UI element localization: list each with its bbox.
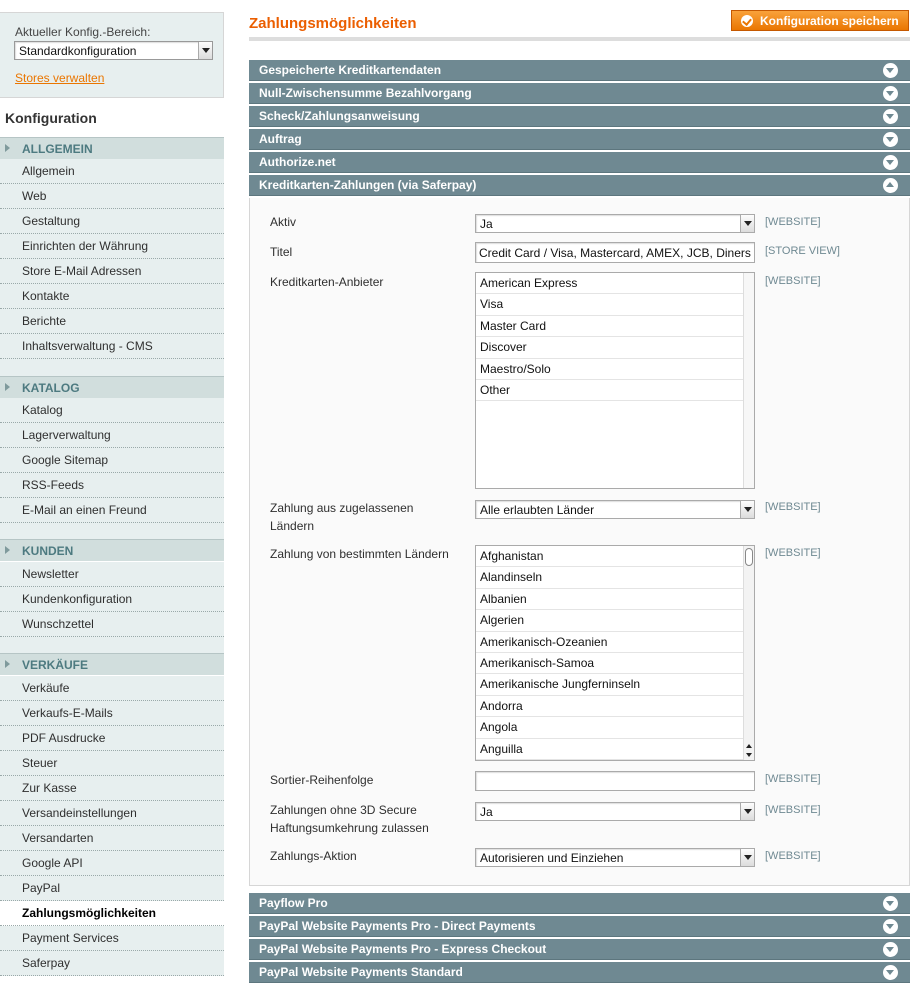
nav-spacer: [0, 359, 224, 376]
sidebar-item-label: Newsletter: [22, 567, 79, 581]
sidebar-item-label: Web: [22, 189, 47, 203]
sidebar-item[interactable]: [0, 334, 224, 359]
zugelassen-select-value: Alle erlaubten Länder: [480, 503, 595, 517]
secure-select[interactable]: [475, 802, 755, 821]
scroll-down-icon[interactable]: [746, 753, 752, 757]
sidebar-item-label: Versandarten: [22, 831, 94, 845]
expand-icon[interactable]: [883, 896, 898, 911]
option-label: Alandinseln: [480, 570, 543, 585]
sidebar-item[interactable]: [0, 398, 224, 423]
list-item[interactable]: [476, 632, 743, 653]
list-item[interactable]: [476, 653, 743, 674]
chevron-down-icon: [740, 501, 754, 518]
sidebar-item[interactable]: [0, 926, 224, 951]
nav-section-label: VERKÄUFE: [22, 658, 89, 672]
section-label: Gespeicherte Kreditkartendaten: [259, 63, 442, 77]
sidebar-item-label: Katalog: [22, 403, 63, 417]
scrollbar-thumb[interactable]: [745, 548, 753, 566]
list-item[interactable]: [476, 359, 743, 380]
sidebar-item-label: E-Mail an einen Freund: [22, 503, 147, 517]
list-item[interactable]: [476, 546, 743, 567]
sidebar: [0, 0, 224, 984]
sidebar-item[interactable]: [0, 284, 224, 309]
option-label: Discover: [480, 340, 527, 355]
section-zero-subtotal[interactable]: [249, 83, 910, 104]
expand-icon[interactable]: [883, 965, 898, 980]
sidebar-item-label: PayPal: [22, 881, 61, 895]
expand-icon[interactable]: [883, 919, 898, 934]
zugelassen-label: Zahlung aus zugelassenen Ländern: [270, 501, 414, 533]
secure-select-value: Ja: [480, 805, 493, 819]
section-label: Authorize.net: [259, 155, 336, 169]
bestimmte-scope: [WEBSITE]: [765, 547, 821, 559]
sortier-scope: [WEBSITE]: [765, 773, 821, 785]
section-purchaseorder[interactable]: [249, 129, 910, 150]
option-label: Amerikanisch-Ozeanien: [480, 634, 608, 649]
option-label: Amerikanisch-Samoa: [480, 655, 595, 670]
option-label: Maestro/Solo: [480, 361, 551, 376]
sidebar-item[interactable]: [0, 776, 224, 801]
section-authorizenet[interactable]: [249, 152, 910, 173]
secure-label: Zahlungen ohne 3D Secure Haftungsumkehrung zulassen: [270, 803, 429, 835]
section-paypal-express[interactable]: [249, 939, 910, 960]
aktiv-select-value: Ja: [480, 217, 493, 231]
sidebar-item[interactable]: [0, 851, 224, 876]
sidebar-item-label: Google API: [22, 856, 83, 870]
scope-select-value: Standardkonfiguration: [19, 44, 137, 58]
chevron-down-icon: [740, 215, 754, 232]
sidebar-item[interactable]: [0, 826, 224, 851]
secure-scope: [WEBSITE]: [765, 804, 821, 816]
sidebar-item[interactable]: [0, 473, 224, 498]
scrollbar[interactable]: [743, 546, 754, 760]
sidebar-item[interactable]: [0, 259, 224, 284]
sidebar-item-label: RSS-Feeds: [22, 478, 85, 492]
option-label: Angola: [480, 720, 518, 735]
section-label: Auftrag: [259, 132, 302, 146]
bestimmte-label: Zahlung von bestimmten Ländern: [270, 547, 449, 561]
sidebar-title: [0, 98, 224, 136]
stores-manage-link[interactable]: Stores verwalten: [15, 71, 105, 85]
triangle-right-icon: [5, 144, 10, 152]
sidebar-item[interactable]: [0, 951, 224, 976]
list-item[interactable]: [476, 337, 743, 358]
page-title: Zahlungsmöglichkeiten: [249, 15, 417, 32]
sortier-input[interactable]: [475, 771, 755, 791]
sidebar-item[interactable]: [0, 751, 224, 776]
aktion-select-value: Autorisieren und Einziehen: [480, 851, 624, 865]
sidebar-item[interactable]: [0, 423, 224, 448]
sidebar-item[interactable]: [0, 901, 224, 926]
sidebar-item[interactable]: [0, 209, 224, 234]
chevron-down-icon: [740, 803, 754, 820]
section-label: Payflow Pro: [259, 896, 328, 910]
sidebar-item-label: Allgemein: [22, 164, 75, 178]
list-item[interactable]: [476, 717, 743, 738]
section-label: Scheck/Zahlungsanweisung: [259, 109, 420, 123]
sidebar-item-label: Verkaufs-E-Mails: [22, 706, 113, 720]
anbieter-label: Kreditkarten-Anbieter: [270, 275, 384, 289]
sidebar-item[interactable]: [0, 562, 224, 587]
triangle-right-icon: [5, 383, 10, 391]
sidebar-item-label: Einrichten der Währung: [22, 239, 149, 253]
sidebar-item[interactable]: [0, 612, 224, 637]
aktiv-select[interactable]: [475, 214, 755, 233]
nav-section-kunden[interactable]: [0, 539, 224, 561]
collapse-icon[interactable]: [883, 178, 898, 193]
sidebar-item-label: Verkäufe: [22, 681, 70, 695]
bestimmte-multiselect[interactable]: [475, 545, 755, 761]
anbieter-multiselect[interactable]: [475, 272, 755, 489]
sidebar-item[interactable]: [0, 801, 224, 826]
sidebar-item-label: Berichte: [22, 314, 67, 328]
titel-label: Titel: [270, 245, 293, 259]
check-icon: [741, 15, 753, 27]
section-label: Null-Zwischensumme Bezahlvorgang: [259, 86, 472, 100]
chevron-down-icon: [740, 849, 754, 866]
list-item[interactable]: [476, 610, 743, 631]
sortier-label: Sortier-Reihenfolge: [270, 773, 374, 787]
section-saferpay-cc[interactable]: [249, 175, 910, 196]
sidebar-item-label: Gestaltung: [22, 214, 81, 228]
triangle-right-icon: [5, 546, 10, 554]
sidebar-item[interactable]: [0, 498, 224, 523]
anbieter-scope: [WEBSITE]: [765, 275, 821, 287]
aktiv-scope: [WEBSITE]: [765, 216, 821, 228]
sidebar-item[interactable]: [0, 726, 224, 751]
expand-icon[interactable]: [883, 86, 898, 101]
list-item[interactable]: [476, 589, 743, 610]
scope-select[interactable]: [14, 41, 213, 60]
sidebar-item[interactable]: [0, 676, 224, 701]
list-item[interactable]: [476, 273, 743, 294]
option-label: Albanien: [480, 591, 527, 606]
sidebar-item-label: Zahlungsmöglichkeiten: [22, 906, 157, 920]
nav-section-katalog[interactable]: [0, 376, 224, 398]
sidebar-item-label: Versandeinstellungen: [22, 806, 137, 820]
sidebar-item-label: Saferpay: [22, 956, 71, 970]
sidebar-item[interactable]: [0, 159, 224, 184]
option-label: Afghanistan: [480, 549, 544, 563]
zugelassen-scope: [WEBSITE]: [765, 501, 821, 513]
section-label: PayPal Website Payments Pro - Express Checkout: [259, 942, 547, 956]
sidebar-item-label: Google Sitemap: [22, 453, 109, 467]
aktion-label: Zahlungs-Aktion: [270, 849, 357, 863]
titel-input[interactable]: [475, 242, 755, 263]
nav-spacer: [0, 637, 224, 653]
list-item[interactable]: [476, 567, 743, 588]
option-label: Algerien: [480, 613, 525, 628]
list-item[interactable]: [476, 696, 743, 717]
triangle-right-icon: [5, 660, 10, 668]
scrollbar[interactable]: [743, 273, 754, 488]
scroll-up-icon[interactable]: [746, 744, 752, 748]
nav-section-allgemein[interactable]: [0, 137, 224, 159]
scope-label: Aktueller Konfig.-Bereich:: [15, 25, 151, 39]
sidebar-item[interactable]: [0, 184, 224, 209]
nav-section-verkufe[interactable]: [0, 653, 224, 675]
list-item[interactable]: [476, 316, 743, 337]
zugelassen-select[interactable]: [475, 500, 755, 519]
sidebar-item-label: Store E-Mail Adressen: [22, 264, 142, 278]
sidebar-item-label: Kontakte: [22, 289, 70, 303]
section-paypal-direct[interactable]: [249, 916, 910, 937]
titel-scope: [STORE VIEW]: [765, 245, 840, 257]
sidebar-item[interactable]: [0, 234, 224, 259]
option-label: Master Card: [480, 318, 547, 333]
option-label: American Express: [480, 276, 578, 290]
expand-icon[interactable]: [883, 109, 898, 124]
sidebar-item-label: Lagerverwaltung: [22, 428, 111, 442]
nav-section-label: ALLGEMEIN: [22, 142, 93, 156]
aktiv-label: Aktiv: [270, 215, 297, 229]
expand-icon[interactable]: [883, 942, 898, 957]
option-label: Anguilla: [480, 741, 523, 756]
aktion-scope: [WEBSITE]: [765, 850, 821, 862]
option-label: Amerikanische Jungferninseln: [480, 677, 641, 692]
sidebar-item[interactable]: [0, 309, 224, 334]
section-label: Kreditkarten-Zahlungen (via Saferpay): [259, 178, 477, 192]
option-label: Other: [480, 382, 511, 397]
nav-spacer: [0, 523, 224, 539]
list-item[interactable]: [476, 380, 743, 401]
expand-icon[interactable]: [883, 63, 898, 78]
section-saved-cc[interactable]: [249, 60, 910, 81]
list-item[interactable]: [476, 739, 743, 760]
option-label: Visa: [480, 297, 504, 312]
sidebar-item[interactable]: [0, 448, 224, 473]
sidebar-item-label: Inhaltsverwaltung - CMS: [22, 339, 153, 353]
option-label: Andorra: [480, 698, 523, 713]
sidebar-title-text: Konfiguration: [5, 110, 97, 126]
scope-switcher: [0, 12, 224, 98]
nav-section-label: KATALOG: [22, 381, 80, 395]
chevron-down-icon: [198, 42, 212, 59]
section-payflow-pro[interactable]: [249, 893, 910, 914]
section-paypal-standard[interactable]: [249, 962, 910, 983]
section-checkmo[interactable]: [249, 106, 910, 127]
sidebar-item-label: PDF Ausdrucke: [22, 731, 106, 745]
sidebar-item-label: Zur Kasse: [22, 781, 77, 795]
nav-section-label: KUNDEN: [22, 544, 74, 558]
expand-icon[interactable]: [883, 155, 898, 170]
section-label: PayPal Website Payments Pro - Direct Payments: [259, 919, 536, 933]
save-config-label: Konfiguration speichern: [760, 14, 899, 28]
section-label: PayPal Website Payments Standard: [259, 965, 463, 979]
sidebar-item-label: Kundenkonfiguration: [22, 592, 133, 606]
sidebar-item-label: Wunschzettel: [22, 617, 94, 631]
save-config-button[interactable]: [731, 10, 909, 31]
aktion-select[interactable]: [475, 848, 755, 867]
sidebar-item[interactable]: [0, 701, 224, 726]
list-item[interactable]: [476, 294, 743, 315]
list-item[interactable]: [476, 674, 743, 695]
title-divider: [249, 37, 910, 41]
sidebar-item[interactable]: [0, 587, 224, 612]
sidebar-item-label: Steuer: [22, 756, 58, 770]
sidebar-item-label: Payment Services: [22, 931, 119, 945]
sidebar-item[interactable]: [0, 876, 224, 901]
expand-icon[interactable]: [883, 132, 898, 147]
